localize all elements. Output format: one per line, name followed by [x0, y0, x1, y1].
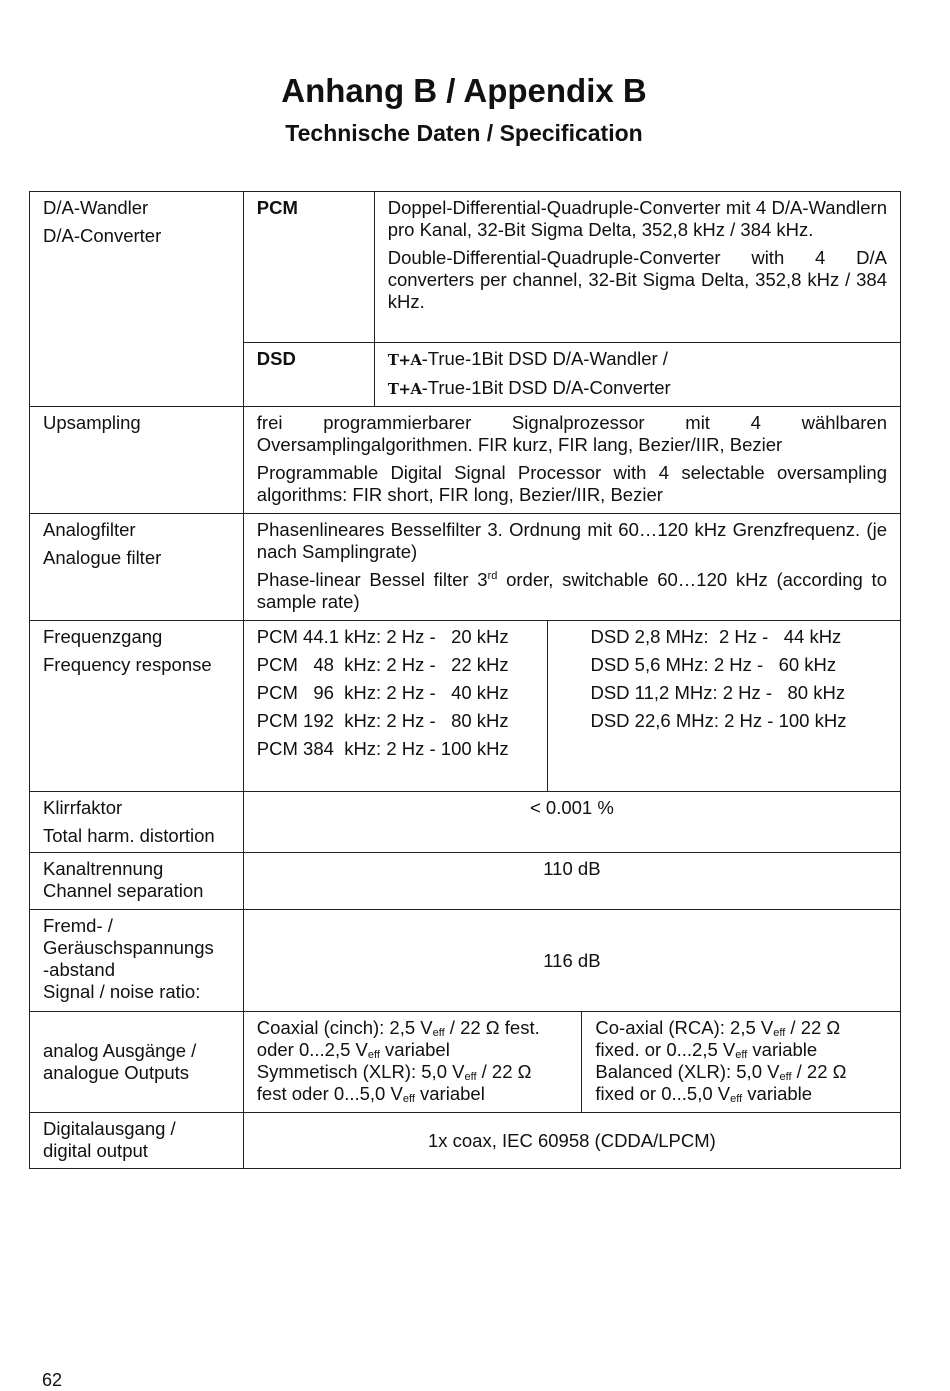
- label-de: D/A-Wandler: [43, 197, 149, 218]
- label-en: analogue Outputs: [43, 1062, 190, 1083]
- output-line: fixed or 0...5,0 Veff variable: [595, 1083, 813, 1105]
- output-line: oder 0...2,5 Veff variabel: [256, 1039, 450, 1061]
- label-line: Signal / noise ratio:: [43, 981, 201, 1002]
- label-en: D/A-Converter: [43, 225, 162, 246]
- page-number: 62: [42, 1370, 63, 1390]
- label-de: analog Ausgänge /: [43, 1040, 197, 1061]
- list-item: DSD 5,6 MHz: 2 Hz - 60 kHz: [590, 654, 837, 675]
- dsd-description: [374, 343, 900, 407]
- label: Upsampling: [43, 412, 141, 433]
- list-item: DSD 22,6 MHz: 2 Hz - 100 kHz: [590, 710, 847, 731]
- frequency-pcm-list: [243, 621, 548, 792]
- row-label-analog-filter: [30, 514, 244, 621]
- output-line: Co-axial (RCA): 2,5 Veff / 22 Ω: [595, 1017, 841, 1039]
- row-label-analog-outputs: [30, 1012, 244, 1113]
- list-item: DSD 11,2 MHz: 2 Hz - 80 kHz: [590, 682, 846, 703]
- table-row-channel-separation: [30, 853, 901, 910]
- label-de: Klirrfaktor: [43, 797, 123, 818]
- page-subtitle: Technische Daten / Specification: [285, 120, 643, 146]
- upsampling-description: [243, 407, 900, 514]
- analog-filter-description: [243, 514, 900, 621]
- label-line: Geräuschspannungs: [43, 937, 214, 958]
- list-item: PCM 192 kHz: 2 Hz - 80 kHz: [256, 710, 509, 731]
- dsd-text-en: -True-1Bit DSD D/A-Converter: [421, 377, 671, 398]
- label-en: digital output: [43, 1140, 148, 1161]
- upsampling-text-de: frei programmierbarer Signalprozessor mit 4 wählbaren Oversamplingalgorithmen. FIR kurz, FIR lang, Bezier/IIR, Bezier: [256, 412, 887, 455]
- label-de: Analogfilter: [43, 519, 136, 540]
- label-en: Total harm. distortion: [43, 825, 215, 846]
- output-line: Balanced (XLR): 5,0 Veff / 22 Ω: [595, 1061, 847, 1083]
- label-en: Channel separation: [43, 880, 204, 901]
- list-item: PCM 96 kHz: 2 Hz - 40 kHz: [256, 682, 509, 703]
- row-label-thd: [30, 792, 244, 853]
- row-label-snr: [30, 910, 244, 1012]
- brand-logo: T+A: [387, 351, 422, 369]
- list-item: DSD 2,8 MHz: 2 Hz - 44 kHz: [590, 626, 842, 647]
- analog-outputs-en: [582, 1012, 901, 1113]
- list-item: PCM 48 kHz: 2 Hz - 22 kHz: [256, 654, 509, 675]
- snr-value: 116 dB: [243, 910, 900, 1012]
- label-en: Frequency response: [43, 654, 212, 675]
- table-row-snr: [30, 910, 901, 1012]
- table-row-upsampling: [30, 407, 901, 514]
- row-label-digital-output: [30, 1113, 244, 1169]
- output-line: fixed. or 0...2,5 Veff variable: [595, 1039, 818, 1061]
- thd-value: < 0.001 %: [243, 792, 900, 853]
- row-label-upsampling: [30, 407, 244, 514]
- output-line: fest oder 0...5,0 Veff variabel: [256, 1083, 485, 1105]
- table-row-da-converter: [30, 192, 901, 343]
- analog-filter-text-de: Phasenlineares Besselfilter 3. Ordnung mit 60…120 kHz Grenzfrequenz. (je nach Samplingrate): [256, 519, 887, 562]
- pcm-label: PCM: [243, 192, 374, 343]
- pcm-text-en: Double-Differential-Quadruple-Converter with 4 D/A converters per channel, 32-Bit Sigma Delta, 352,8 kHz / 384 kHz.: [387, 247, 887, 312]
- row-label-da-converter: [30, 192, 244, 407]
- table-row-digital-output: [30, 1113, 901, 1169]
- dsd-line-de: [388, 348, 887, 371]
- label-en: Analogue filter: [43, 547, 162, 568]
- page-title: Anhang B / Appendix B: [281, 72, 647, 109]
- output-line: Symmetisch (XLR): 5,0 Veff / 22 Ω: [256, 1061, 532, 1083]
- channel-separation-value: 110 dB: [243, 853, 900, 910]
- dsd-line-en: [388, 377, 887, 400]
- pcm-text-de: Doppel-Differential-Quadruple-Converter mit 4 D/A-Wandlern pro Kanal, 32-Bit Sigma Delta, 352,8 kHz / 384 kHz.: [387, 197, 887, 240]
- upsampling-text-en: Programmable Digital Signal Processor with 4 selectable oversampling algorithms: FIR short, FIR long, Bezier/IIR, Bezier: [256, 462, 887, 505]
- label-line: Fremd- /: [43, 915, 113, 936]
- table-row-analog-outputs: [30, 1012, 901, 1113]
- table-row-analog-filter: [30, 514, 901, 621]
- output-line: Coaxial (cinch): 2,5 Veff / 22 Ω fest.: [256, 1017, 540, 1039]
- analog-outputs-de: [243, 1012, 582, 1113]
- dsd-text-de: -True-1Bit DSD D/A-Wandler /: [421, 348, 668, 369]
- pcm-description: [374, 192, 900, 343]
- analog-filter-text-en: Phase-linear Bessel filter 3rd order, switchable 60…120 kHz (according to sample rate): [256, 569, 887, 612]
- digital-output-value: 1x coax, IEC 60958 (CDDA/LPCM): [243, 1113, 900, 1169]
- dsd-label: DSD: [243, 343, 374, 407]
- frequency-dsd-list: [548, 621, 901, 792]
- label-line: -abstand: [43, 959, 115, 980]
- label-de: Digitalausgang /: [43, 1118, 176, 1139]
- label-de: Frequenzgang: [43, 626, 163, 647]
- brand-logo: T+A: [387, 380, 422, 398]
- row-label-frequency-response: [30, 621, 244, 792]
- table-row-thd: [30, 792, 901, 853]
- row-label-channel-separation: [30, 853, 244, 910]
- label-de: Kanaltrennung: [43, 858, 164, 879]
- specification-table: [29, 191, 901, 1169]
- list-item: PCM 44.1 kHz: 2 Hz - 20 kHz: [256, 626, 509, 647]
- list-item: PCM 384 kHz: 2 Hz - 100 kHz: [256, 738, 509, 759]
- table-row-frequency-response: [30, 621, 901, 792]
